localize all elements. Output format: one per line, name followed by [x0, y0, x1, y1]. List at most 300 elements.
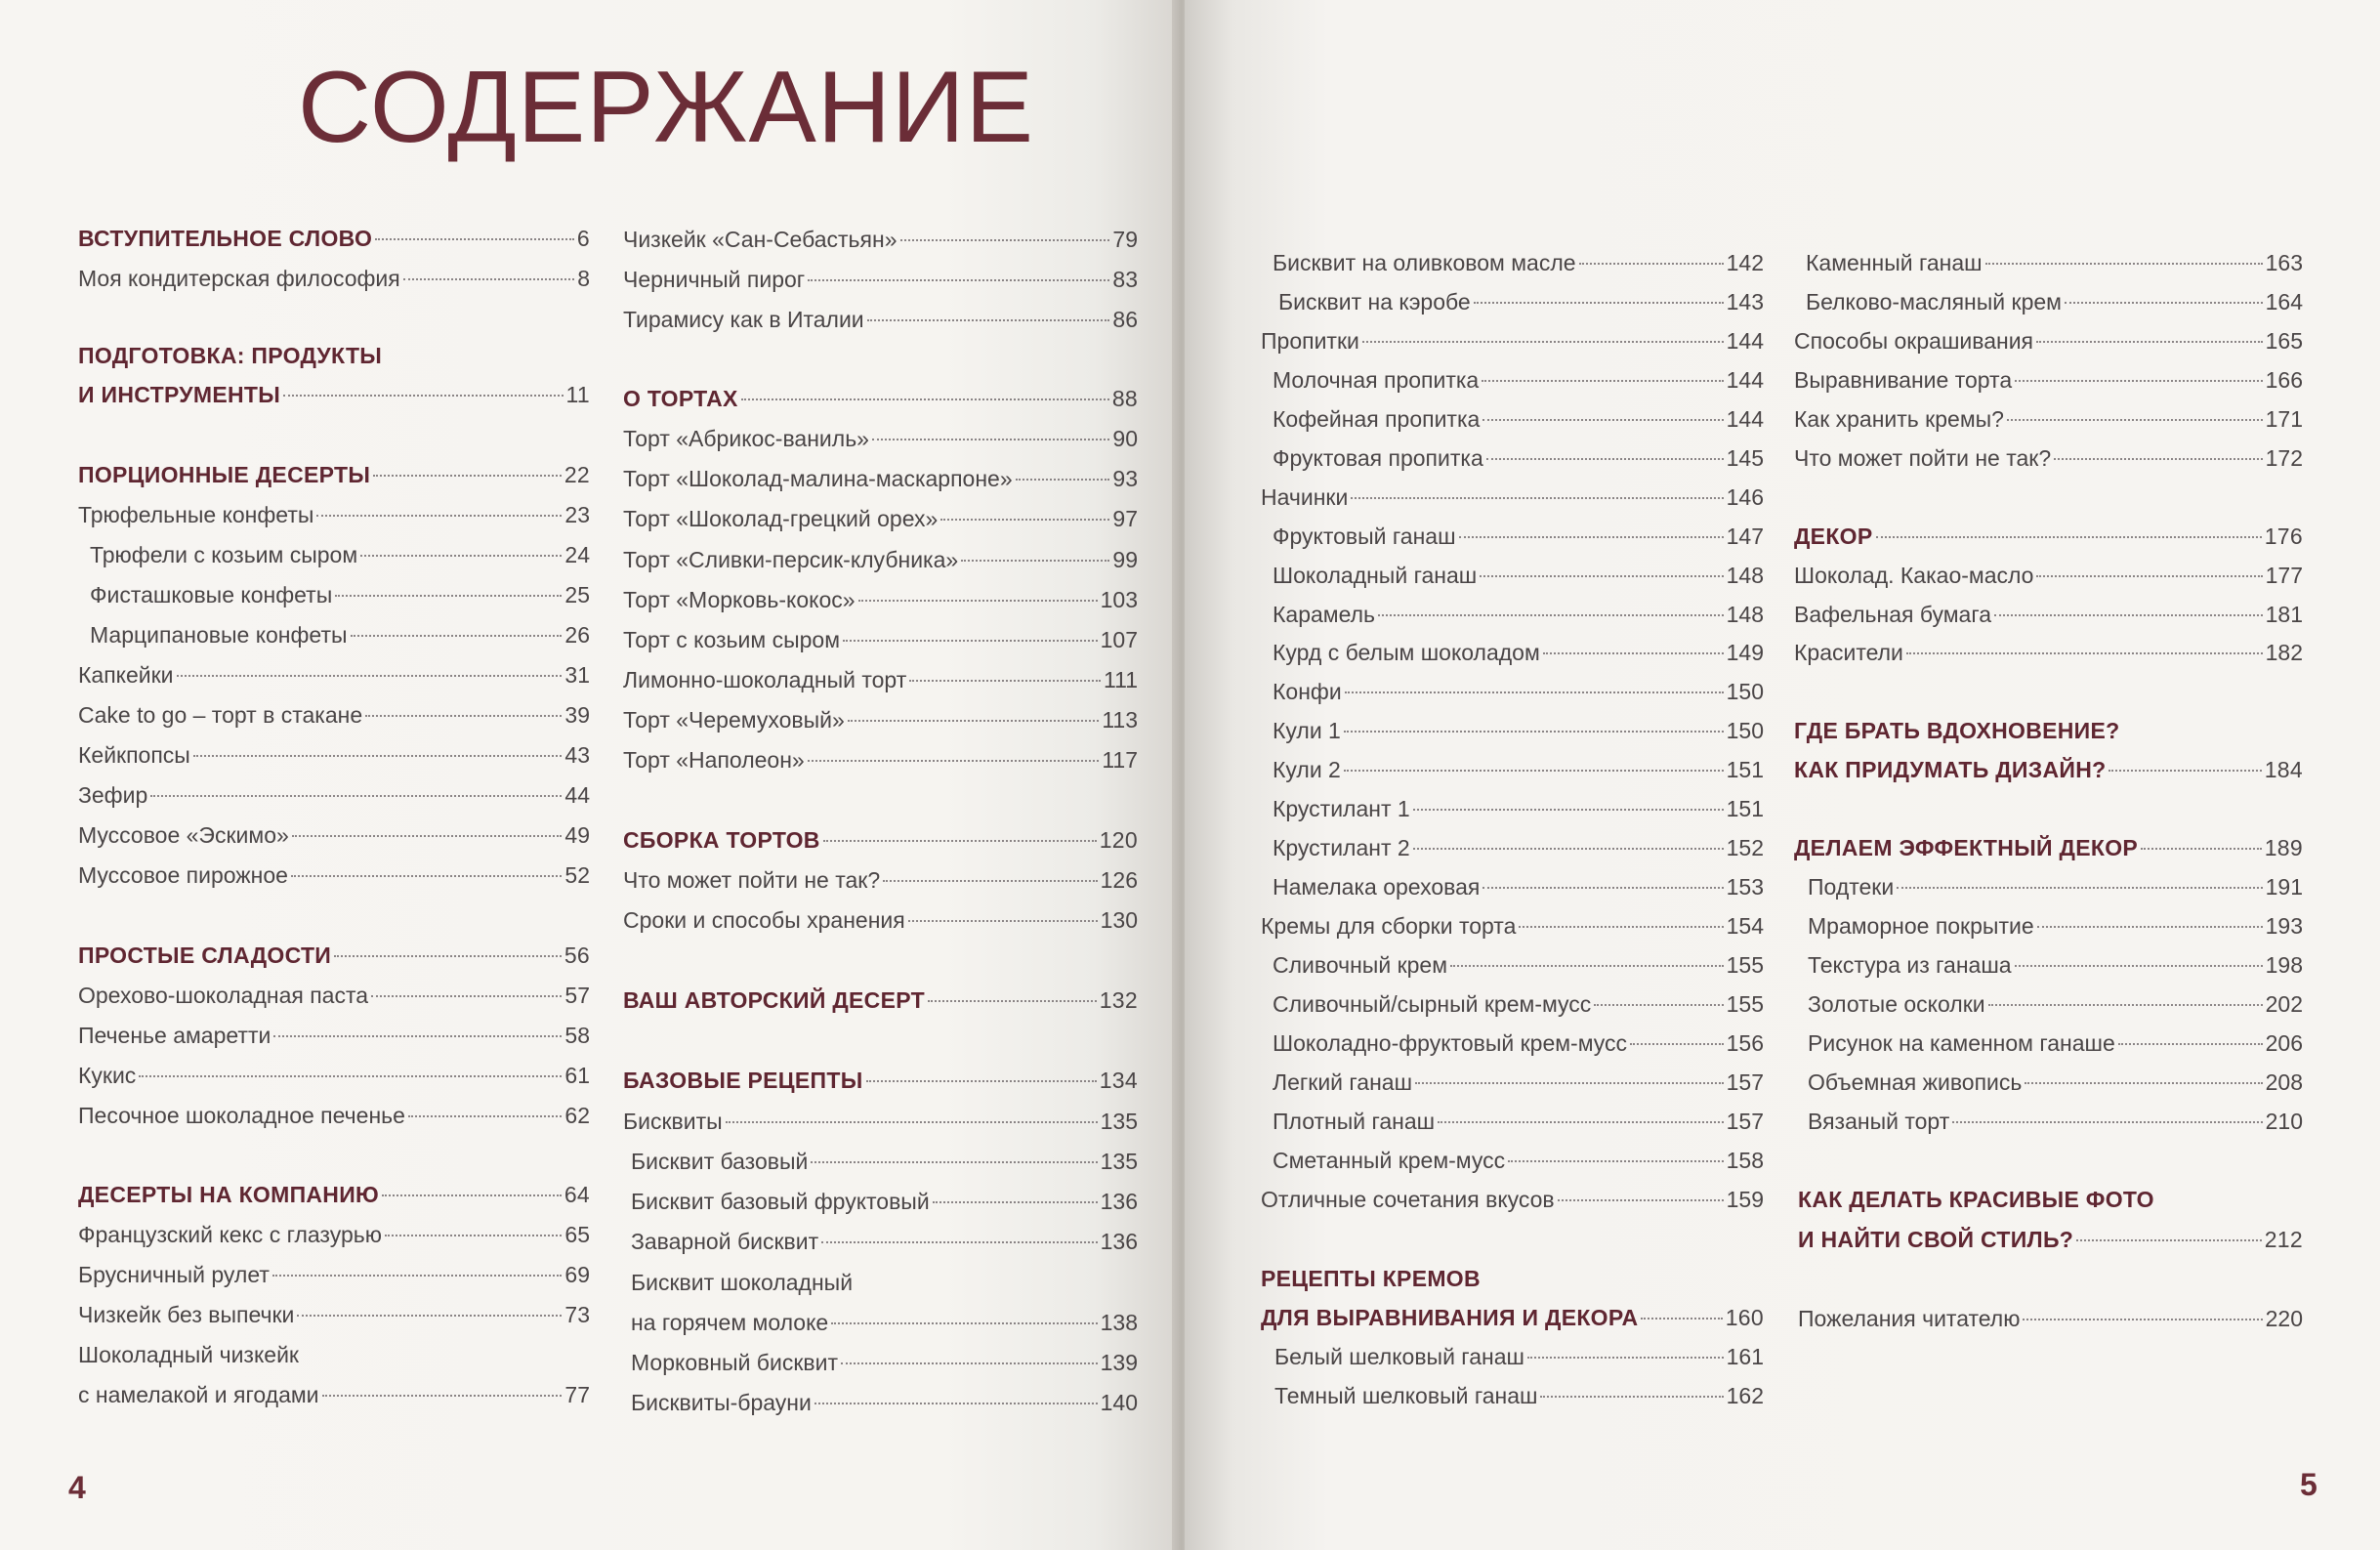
right-page	[1185, 0, 2380, 1550]
toc-page-number: 145	[1726, 445, 1764, 471]
toc-entry	[90, 619, 590, 650]
dot-leader	[831, 1322, 1097, 1324]
toc-entry	[1273, 599, 1764, 630]
dot-leader	[2065, 302, 2263, 304]
toc-page-number: 152	[1726, 835, 1764, 860]
toc-page-number: 191	[2265, 874, 2303, 900]
toc-entry	[623, 264, 1138, 295]
toc-entry-title: Легкий ганаш	[1273, 1069, 1413, 1095]
toc-entry	[78, 859, 590, 891]
toc-page-number: 126	[1100, 867, 1138, 893]
toc-section-heading: ГДЕ БРАТЬ ВДОХНОВЕНИЕ?	[1794, 718, 2120, 743]
toc-page-number: 212	[2264, 1227, 2303, 1252]
toc-entry	[78, 1259, 590, 1290]
dot-leader	[1486, 458, 1724, 460]
dot-leader	[872, 439, 1109, 440]
toc-entry	[631, 1186, 1138, 1217]
dot-leader	[1344, 770, 1724, 772]
toc-section-heading	[1794, 832, 2303, 863]
toc-entry	[78, 1060, 590, 1091]
dot-leader	[193, 755, 563, 757]
toc-page-number: 57	[564, 983, 590, 1008]
toc-page-number: 136	[1100, 1189, 1138, 1214]
toc-section-heading	[1794, 521, 2303, 552]
toc-entry	[1808, 871, 2303, 902]
dot-leader	[1482, 380, 1723, 382]
toc-page-number: 52	[564, 862, 590, 888]
toc-page-number: 23	[564, 502, 590, 527]
dot-leader	[365, 715, 562, 717]
dot-leader	[292, 835, 563, 837]
toc-entry-title: О ТОРТАХ	[623, 386, 738, 411]
toc-section-heading	[78, 1179, 590, 1210]
toc-page-number: 24	[564, 542, 590, 567]
toc-entry	[90, 539, 590, 570]
toc-entry-title: Муссовое «Эскимо»	[78, 822, 289, 848]
toc-entry-title: Кремы для сборки торта	[1261, 913, 1517, 939]
toc-page-number: 107	[1100, 627, 1138, 652]
dot-leader	[858, 600, 1098, 602]
toc-entry-title: Капкейки	[78, 662, 174, 688]
dot-leader	[1438, 1121, 1724, 1123]
toc-entry-title: Крустилант 2	[1273, 835, 1410, 860]
dot-leader	[1543, 652, 1724, 654]
toc-entry	[78, 1299, 590, 1330]
toc-section-heading	[78, 223, 590, 254]
toc-entry-title: Трюфели с козьим сыром	[90, 542, 358, 567]
toc-page-number: 8	[577, 266, 590, 291]
toc-page-number: 171	[2265, 406, 2303, 432]
toc-entry	[1273, 247, 1764, 278]
dot-leader	[843, 640, 1098, 642]
toc-page-number: 132	[1099, 987, 1138, 1013]
toc-page-number: 193	[2265, 913, 2303, 939]
dot-leader	[2015, 965, 2263, 967]
toc-entry	[78, 739, 590, 771]
toc-page-number: 77	[564, 1382, 590, 1407]
toc-entry-title: Белково-масляный крем	[1806, 289, 2062, 314]
toc-page-number: 198	[2265, 952, 2303, 978]
toc-entry	[1806, 247, 2303, 278]
toc-entry	[78, 819, 590, 851]
dot-leader	[1558, 1199, 1724, 1201]
dot-leader	[1344, 731, 1724, 733]
toc-entry-line: Бисквит шоколадный	[631, 1270, 854, 1295]
toc-page-number: 43	[564, 742, 590, 768]
toc-entry-title: Плотный ганаш	[1273, 1109, 1436, 1134]
toc-section-heading: ПОДГОТОВКА: ПРОДУКТЫ	[78, 343, 383, 368]
toc-page-number: 97	[1112, 506, 1138, 531]
toc-page-number: 162	[1726, 1383, 1764, 1408]
toc-page-number: 88	[1111, 386, 1138, 411]
toc-page-number: 149	[1726, 640, 1764, 665]
toc-entry	[623, 423, 1138, 454]
toc-entry-title: Конфи	[1273, 679, 1342, 704]
dot-leader	[2015, 380, 2262, 382]
toc-page-number: 111	[1104, 667, 1138, 692]
toc-page-number: 150	[1726, 718, 1764, 743]
toc-entry	[623, 904, 1138, 936]
dot-leader	[1362, 341, 1724, 343]
toc-entry-title: Белый шелковый ганаш	[1274, 1344, 1524, 1369]
toc-page-number: 134	[1099, 1068, 1138, 1093]
page-title: СОДЕРЖАНИЕ	[298, 51, 1035, 164]
toc-entry-title: Торт с козьим сыром	[623, 627, 841, 652]
toc-entry-title: КАК ПРИДУМАТЬ ДИЗАЙН?	[1794, 757, 2107, 782]
toc-page-number: 135	[1100, 1109, 1138, 1134]
toc-entry	[623, 304, 1138, 335]
toc-entry	[1808, 1106, 2303, 1137]
toc-entry	[623, 503, 1138, 534]
dot-leader	[940, 519, 1109, 521]
toc-page-number: 154	[1726, 913, 1764, 939]
toc-entry-title: Фруктовый ганаш	[1273, 524, 1456, 549]
dot-leader	[2007, 419, 2263, 421]
toc-page-number: 151	[1726, 757, 1764, 782]
dot-leader	[334, 955, 562, 957]
toc-entry-title: Торт «Абрикос-ваниль»	[623, 426, 869, 451]
toc-entry-title: Вафельная бумага	[1794, 602, 1992, 627]
toc-page-number: 90	[1112, 426, 1138, 451]
toc-entry	[623, 624, 1138, 655]
toc-entry	[1278, 286, 1764, 317]
dot-leader	[403, 278, 574, 280]
dot-leader	[139, 1075, 562, 1077]
toc-entry-title: Черничный пирог	[623, 267, 806, 292]
toc-entry-title: Начинки	[1261, 484, 1349, 510]
toc-entry	[631, 1146, 1138, 1177]
toc-entry-title: Кофейная пропитка	[1273, 406, 1481, 432]
toc-entry-title: Что может пойти не так?	[1794, 445, 2052, 471]
toc-entry	[1794, 599, 2303, 630]
toc-page-number: 140	[1100, 1390, 1138, 1415]
dot-leader	[360, 555, 562, 557]
toc-entry-title: БАЗОВЫЕ РЕЦЕПТЫ	[623, 1068, 863, 1093]
dot-leader	[1876, 536, 2262, 538]
dot-leader	[883, 880, 1097, 882]
toc-page-number: 156	[1726, 1030, 1764, 1056]
toc-page-number: 65	[564, 1222, 590, 1247]
dot-leader	[2054, 458, 2262, 460]
toc-entry	[1273, 637, 1764, 668]
toc-page-number: 11	[565, 382, 590, 407]
toc-entry	[78, 699, 590, 731]
dot-leader	[351, 635, 563, 637]
dot-leader	[908, 920, 1098, 922]
toc-page-number: 44	[564, 782, 590, 808]
toc-page-number: 147	[1726, 524, 1764, 549]
toc-entry-title: Кукис	[78, 1063, 137, 1088]
dot-leader	[1482, 419, 1723, 421]
toc-entry-title: Сметанный крем-мусс	[1273, 1148, 1506, 1173]
toc-page-number: 164	[2265, 289, 2303, 314]
toc-entry-title: Торт «Черемуховый»	[623, 707, 845, 733]
toc-entry-title: Муссовое пирожное	[78, 862, 288, 888]
toc-entry-title: Бисквит на кэробе	[1278, 289, 1471, 314]
dot-leader	[385, 1235, 562, 1236]
toc-entry-title: Молочная пропитка	[1273, 367, 1480, 393]
toc-entry	[623, 463, 1138, 494]
toc-entry-title: ПРОСТЫЕ СЛАДОСТИ	[78, 943, 332, 968]
page-number-right: 5	[2300, 1467, 2317, 1502]
toc-entry	[1273, 1027, 1764, 1059]
toc-entry-title: Способы окрашивания	[1794, 328, 2033, 354]
toc-entry	[78, 1100, 590, 1131]
toc-page-number: 64	[564, 1182, 590, 1207]
toc-entry-title: И НАЙТИ СВОЙ СТИЛЬ?	[1798, 1227, 2074, 1252]
toc-entry	[1261, 325, 1764, 356]
toc-entry-title: Карамель	[1273, 602, 1376, 627]
toc-page-number: 139	[1100, 1350, 1138, 1375]
toc-page-number: 117	[1102, 747, 1138, 773]
dot-leader	[900, 239, 1110, 241]
dot-leader	[2141, 848, 2262, 850]
toc-entry	[631, 1347, 1138, 1378]
toc-entry	[1808, 988, 2303, 1020]
toc-entry-title: Сливочный/сырный крем-мусс	[1273, 991, 1592, 1017]
toc-entry	[631, 1387, 1138, 1418]
toc-page-number: 161	[1726, 1344, 1764, 1369]
toc-entry	[78, 659, 590, 691]
toc-entry-title: Объемная живопись	[1808, 1069, 2023, 1095]
toc-entry	[623, 864, 1138, 896]
dot-leader	[1413, 809, 1724, 811]
toc-entry-title: Чизкейк без выпечки	[78, 1302, 295, 1327]
toc-entry-title: Красители	[1794, 640, 1903, 665]
toc-section-heading	[1794, 754, 2303, 785]
toc-entry	[78, 1020, 590, 1051]
toc-entry	[1274, 1380, 1764, 1411]
toc-page-number: 150	[1726, 679, 1764, 704]
toc-entry-title: ДЕЛАЕМ ЭФФЕКТНЫЙ ДЕКОР	[1794, 835, 2139, 860]
toc-entry-title: Марципановые конфеты	[90, 622, 348, 648]
dot-leader	[1519, 926, 1723, 928]
toc-page-number: 73	[564, 1302, 590, 1327]
toc-page-number: 151	[1726, 796, 1764, 821]
toc-page-number: 79	[1112, 227, 1138, 252]
dot-leader	[2076, 1239, 2262, 1241]
toc-entry	[78, 1379, 590, 1410]
toc-page-number: 86	[1112, 307, 1138, 332]
toc-entry-title: Песочное шоколадное печенье	[78, 1103, 405, 1128]
toc-page-number: 22	[564, 462, 590, 487]
toc-entry-title: Кейкпопсы	[78, 742, 190, 768]
dot-leader	[867, 319, 1110, 321]
dot-leader	[823, 840, 1097, 842]
toc-page-number: 26	[564, 622, 590, 648]
toc-page-number: 25	[564, 582, 590, 607]
toc-page-number: 146	[1726, 484, 1764, 510]
toc-entry	[1273, 1106, 1764, 1137]
toc-entry-title: Пропитки	[1261, 328, 1359, 354]
toc-entry-title: Заварной бисквит	[631, 1229, 819, 1254]
toc-page-number: 99	[1112, 547, 1138, 572]
toc-page-number: 144	[1726, 328, 1764, 354]
toc-entry-title: Французский кекс с глазурью	[78, 1222, 382, 1247]
dot-leader	[1459, 536, 1724, 538]
dot-leader	[961, 560, 1109, 562]
toc-entry-title: Тирамису как в Италии	[623, 307, 864, 332]
toc-section-heading	[78, 940, 590, 971]
toc-entry-title: Cake to go – торт в стакане	[78, 702, 363, 728]
toc-entry-title: Шоколад. Какао-масло	[1794, 563, 2034, 588]
toc-entry-title: Курд с белым шоколадом	[1273, 640, 1540, 665]
toc-entry-title: Кули 1	[1273, 718, 1341, 743]
toc-entry	[1273, 754, 1764, 785]
dot-leader	[848, 720, 1100, 722]
toc-entry	[623, 544, 1138, 575]
toc-entry-title: Золотые осколки	[1808, 991, 1985, 1017]
toc-entry	[623, 664, 1138, 695]
toc-entry-title: ДЕКОР	[1794, 524, 1873, 549]
toc-page-number: 62	[564, 1103, 590, 1128]
toc-page-number: 136	[1100, 1229, 1138, 1254]
dot-leader	[1016, 479, 1110, 481]
toc-page-number: 157	[1726, 1109, 1764, 1134]
toc-page-number: 202	[2265, 991, 2303, 1017]
dot-leader	[2036, 575, 2262, 577]
dot-leader	[371, 995, 562, 997]
toc-page-number: 176	[2264, 524, 2303, 549]
toc-entry-title: Сроки и способы хранения	[623, 907, 905, 933]
toc-entry	[1794, 637, 2303, 668]
dot-leader	[1594, 1004, 1723, 1006]
dot-leader	[1378, 614, 1724, 616]
toc-page-number: 177	[2265, 563, 2303, 588]
toc-page-number: 158	[1726, 1148, 1764, 1173]
toc-page-number: 189	[2264, 835, 2303, 860]
dot-leader	[291, 875, 562, 877]
toc-entry-title: И ИНСТРУМЕНТЫ	[78, 382, 281, 407]
dot-leader	[1988, 1004, 2263, 1006]
dot-leader	[273, 1035, 562, 1037]
toc-entry	[1273, 949, 1764, 981]
toc-page-number: 83	[1112, 267, 1138, 292]
toc-page-number: 138	[1100, 1310, 1138, 1335]
toc-page-number: 142	[1726, 250, 1764, 275]
toc-entry-title: ДЕСЕРТЫ НА КОМПАНИЮ	[78, 1182, 380, 1207]
dot-leader	[297, 1315, 562, 1317]
toc-entry	[1808, 910, 2303, 942]
dot-leader	[1641, 1318, 1722, 1320]
toc-page-number: 56	[564, 943, 590, 968]
toc-entry	[1808, 949, 2303, 981]
toc-page-number: 135	[1100, 1149, 1138, 1174]
dot-leader	[821, 1241, 1097, 1243]
toc-entry	[1273, 364, 1764, 396]
toc-entry-title: Печенье амаретти	[78, 1023, 271, 1048]
toc-entry	[1808, 1067, 2303, 1098]
toc-entry-title: Пожелания читателю	[1798, 1306, 2021, 1331]
toc-entry	[1273, 988, 1764, 1020]
dot-leader	[2037, 926, 2263, 928]
toc-entry	[623, 224, 1138, 255]
toc-page-number: 153	[1726, 874, 1764, 900]
toc-section-heading	[1798, 1224, 2303, 1255]
toc-section-heading	[1261, 1302, 1764, 1333]
toc-page-number: 143	[1726, 289, 1764, 314]
toc-page-number: 181	[2265, 602, 2303, 627]
toc-entry-line: Шоколадный чизкейк	[78, 1342, 299, 1367]
toc-entry-title: Подтеки	[1808, 874, 1895, 900]
toc-entry-title: Моя кондитерская философия	[78, 266, 400, 291]
dot-leader	[1413, 848, 1724, 850]
dot-leader	[373, 475, 562, 477]
toc-entry-title: ВСТУПИТЕЛЬНОЕ СЛОВО	[78, 226, 373, 251]
toc-entry	[78, 263, 590, 294]
toc-entry-title: Фруктовая пропитка	[1273, 445, 1483, 471]
toc-entry	[1274, 1341, 1764, 1372]
toc-section-heading	[78, 379, 590, 410]
toc-entry	[1273, 793, 1764, 824]
toc-entry	[1273, 442, 1764, 474]
left-page	[0, 0, 1177, 1550]
toc-page-number: 58	[564, 1023, 590, 1048]
dot-leader	[1480, 575, 1723, 577]
toc-entry	[1273, 832, 1764, 863]
toc-page-number: 130	[1100, 907, 1138, 933]
toc-entry	[1794, 325, 2303, 356]
toc-entry	[1794, 403, 2303, 435]
toc-entry-title: Крустилант 1	[1273, 796, 1410, 821]
toc-section-heading	[623, 1065, 1138, 1096]
dot-leader	[1527, 1357, 1724, 1359]
toc-page-number: 206	[2265, 1030, 2303, 1056]
toc-entry	[1261, 910, 1764, 942]
toc-entry-title: Сливочный крем	[1273, 952, 1448, 978]
toc-entry-title: ПОРЦИОННЫЕ ДЕСЕРТЫ	[78, 462, 371, 487]
toc-entry	[1798, 1303, 2303, 1334]
toc-page-number: 163	[2265, 250, 2303, 275]
toc-entry-title: Мраморное покрытие	[1808, 913, 2034, 939]
dot-leader	[814, 1403, 1098, 1404]
toc-page-number: 165	[2265, 328, 2303, 354]
dot-leader	[1450, 965, 1724, 967]
toc-entry-title: Лимонно-шоколадный торт	[623, 667, 907, 692]
toc-entry-title: Выравнивание торта	[1794, 367, 2013, 393]
toc-entry-title: Брусничный рулет	[78, 1262, 270, 1287]
toc-entry-title: Отличные сочетания вкусов	[1261, 1187, 1555, 1212]
toc-entry	[78, 779, 590, 811]
toc-entry	[631, 1307, 1138, 1338]
dot-leader	[1345, 691, 1724, 693]
toc-entry	[623, 1106, 1138, 1137]
toc-entry	[1794, 364, 2303, 396]
toc-entry-title: на горячем молоке	[631, 1310, 829, 1335]
toc-entry	[1794, 442, 2303, 474]
toc-entry-title: Шоколадно-фруктовый крем-мусс	[1273, 1030, 1628, 1056]
toc-page-number: 184	[2264, 757, 2303, 782]
dot-leader	[1994, 614, 2263, 616]
dot-leader	[928, 1000, 1097, 1002]
toc-entry-title: Бисквиты	[623, 1109, 723, 1134]
dot-leader	[909, 680, 1101, 682]
toc-page-number: 39	[564, 702, 590, 728]
toc-section-heading: КАК ДЕЛАТЬ КРАСИВЫЕ ФОТО	[1798, 1187, 2154, 1212]
toc-entry-title: ДЛЯ ВЫРАВНИВАНИЯ И ДЕКОРА	[1261, 1305, 1639, 1330]
dot-leader	[1579, 263, 1724, 265]
dot-leader	[741, 398, 1109, 400]
dot-leader	[316, 515, 562, 517]
dot-leader	[1482, 887, 1723, 889]
toc-page-number: 49	[564, 822, 590, 848]
toc-page-number: 182	[2265, 640, 2303, 665]
toc-entry	[1273, 715, 1764, 746]
dot-leader	[2023, 1319, 2262, 1320]
toc-entry	[1273, 403, 1764, 435]
toc-entry-title: Трюфельные конфеты	[78, 502, 314, 527]
toc-page-number: 6	[576, 226, 590, 251]
